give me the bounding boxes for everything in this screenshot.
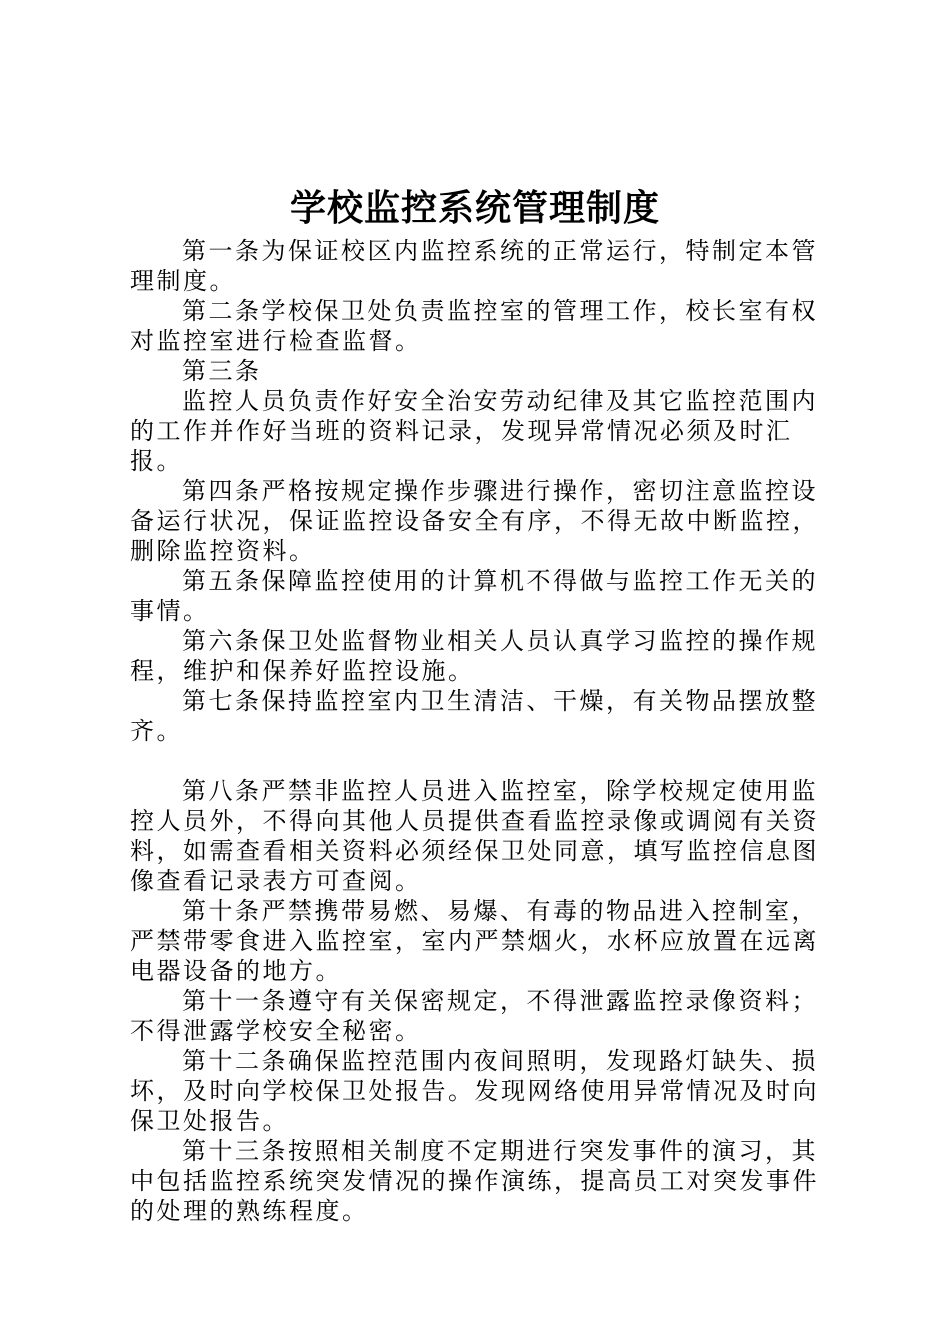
article-5: 第五条保障监控使用的计算机不得做与监控工作无关的事情。: [130, 567, 818, 625]
document-title: 学校监控系统管理制度: [289, 187, 660, 229]
article-1: 第一条为保证校区内监控系统的正常运行，特制定本管理制度。: [130, 237, 818, 295]
article-3-body: 监控人员负责作好安全治安劳动纪律及其它监控范围内的工作并作好当班的资料记录，发现异常情况必须及时汇报。: [130, 387, 818, 475]
article-10: 第十条严禁携带易燃、易爆、有毒的物品进入控制室，严禁带零食进入监控室，室内严禁烟火，水杯应放置在远离电器设备的地方。: [130, 897, 819, 985]
article-7: 第七条保持监控室内卫生清洁、干燥，有关物品摆放整齐。: [130, 687, 818, 745]
paragraph-gap: [130, 746, 840, 776]
article-6: 第六条保卫处监督物业相关人员认真学习监控的操作规程，维护和保养好监控设施。: [130, 627, 818, 685]
article-12: 第十二条确保监控范围内夜间照明，发现路灯缺失、损坏，及时向学校保卫处报告。发现网络使用异常情况及时向保卫处报告。: [130, 1047, 819, 1135]
article-4: 第四条严格按规定操作步骤进行操作，密切注意监控设备运行状况，保证监控设备安全有序，不得无故中断监控，删除监控资料。: [130, 477, 819, 565]
article-8: 第八条严禁非监控人员进入监控室，除学校规定使用监控人员外，不得向其他人员提供查看监控录像或调阅有关资料，如需查看相关资料必须经保卫处同意，填写监控信息图像查看记录表方可查阅。: [130, 777, 819, 895]
article-13: 第十三条按照相关制度不定期进行突发事件的演习，其中包括监控系统突发情况的操作演练，提高员工对突发事件的处理的熟练程度。: [130, 1137, 819, 1225]
article-3-heading: 第三条: [182, 357, 262, 385]
document-body: [130, 236, 840, 1226]
article-11: 第十一条遵守有关保密规定，不得泄露监控录像资料；不得泄露学校安全秘密。: [130, 987, 818, 1045]
article-2: 第二条学校保卫处负责监控室的管理工作，校长室有权对监控室进行检查监督。: [130, 297, 818, 355]
